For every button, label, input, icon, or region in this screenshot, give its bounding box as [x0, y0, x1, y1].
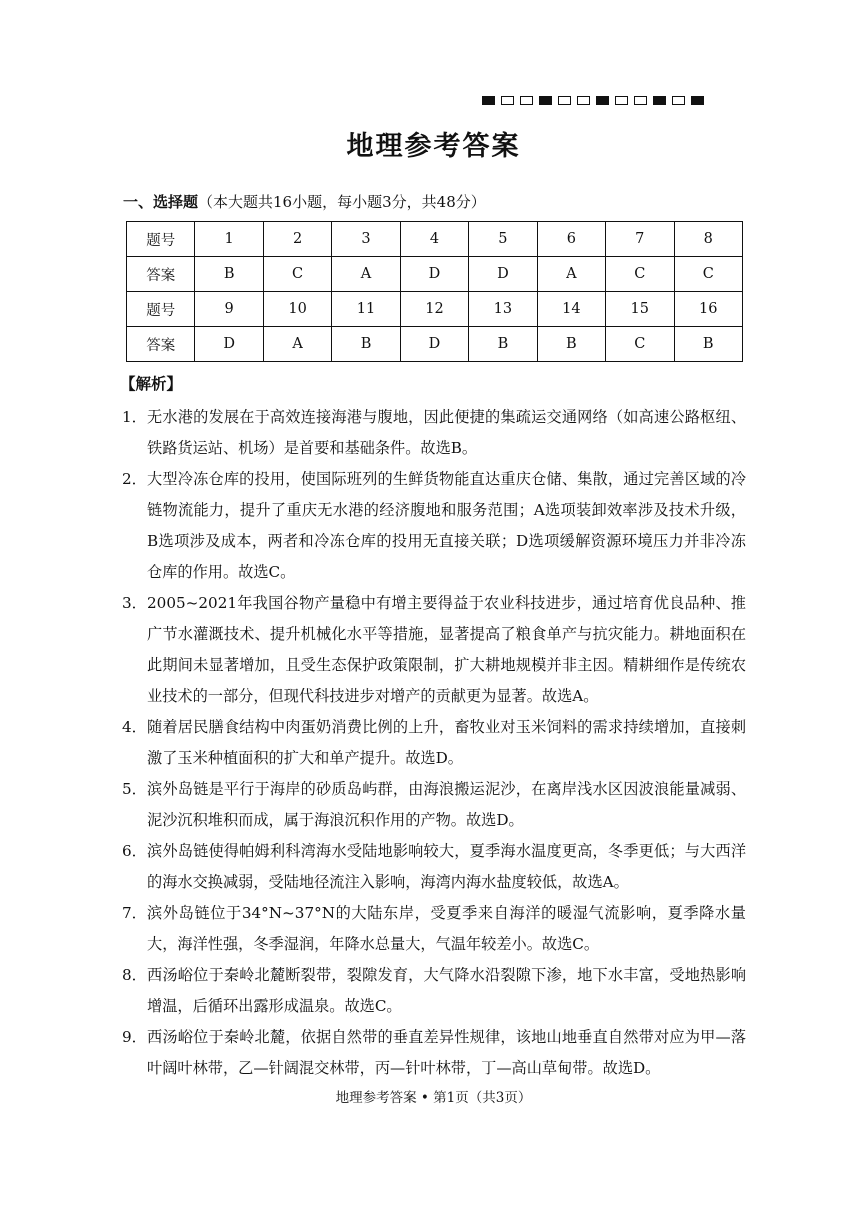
item-number: 4．	[122, 718, 147, 736]
table-cell: B	[469, 327, 537, 362]
table-row	[127, 222, 743, 257]
table-cell: 12	[400, 292, 468, 327]
item-text: 无水港的发展在于高效连接海港与腹地，因此便捷的集疏运交通网络（如高速公路枢纽、铁路货运站、机场）是首要和基础条件。故选B。	[147, 408, 746, 457]
header-mark	[653, 96, 666, 105]
table-cell: A	[537, 257, 605, 292]
header-mark	[482, 96, 495, 105]
header-mark	[615, 96, 628, 105]
header-marks	[482, 96, 704, 105]
list-item	[122, 464, 746, 588]
header-mark	[520, 96, 533, 105]
item-number: 9．	[122, 1028, 147, 1046]
table-cell: 13	[469, 292, 537, 327]
table-cell: 2	[263, 222, 331, 257]
table-cell: A	[263, 327, 331, 362]
header-mark	[539, 96, 552, 105]
table-cell: D	[195, 327, 263, 362]
list-item	[122, 836, 746, 898]
table-row	[127, 327, 743, 362]
header-mark	[577, 96, 590, 105]
item-number: 1．	[122, 408, 147, 426]
table-cell: A	[332, 257, 400, 292]
item-text: 2005~2021年我国谷物产量稳中有增主要得益于农业科技进步，通过培育优良品种、推广节水灌溉技术、提升机械化水平等措施，显著提高了粮食单产与抗灾能力。耕地面积在此期间未显著增加，且受生态保护政策限制，扩大耕地规模并非主因。精耕细作是传统农业技术的一部分，但现代科技进步对增产的贡献更为显著。故选A。	[147, 594, 746, 705]
list-item	[122, 1022, 746, 1084]
table-cell: C	[674, 257, 743, 292]
table-cell: 7	[606, 222, 674, 257]
item-text: 西汤峪位于秦岭北麓，依据自然带的垂直差异性规律，该地山地垂直自然带对应为甲—落叶阔叶林带，乙—针阔混交林带，丙—针叶林带，丁—高山草甸带。故选D。	[147, 1028, 746, 1077]
list-item	[122, 774, 746, 836]
table-row	[127, 292, 743, 327]
table-cell: B	[195, 257, 263, 292]
list-item	[122, 898, 746, 960]
table-cell: 9	[195, 292, 263, 327]
table-cell: C	[606, 327, 674, 362]
answer-table	[126, 221, 743, 362]
table-cell: 6	[537, 222, 605, 257]
row-header-cell: 答案	[127, 327, 195, 362]
item-text: 西汤峪位于秦岭北麓断裂带，裂隙发育，大气降水沿裂隙下渗，地下水丰富，受地热影响增温，后循环出露形成温泉。故选C。	[147, 966, 746, 1015]
table-cell: D	[400, 257, 468, 292]
table-cell: 16	[674, 292, 743, 327]
table-cell: 14	[537, 292, 605, 327]
header-mark	[501, 96, 514, 105]
table-cell: 4	[400, 222, 468, 257]
row-header-cell: 答案	[127, 257, 195, 292]
header-mark	[558, 96, 571, 105]
header-mark	[634, 96, 647, 105]
page-footer: 地理参考答案 • 第1页（共3页）	[335, 1090, 532, 1106]
table-cell: D	[400, 327, 468, 362]
item-number: 2．	[122, 470, 147, 488]
table-cell: B	[674, 327, 743, 362]
row-header-cell: 题号	[127, 292, 195, 327]
section-note: （本大题共16小题，每小题3分，共48分）	[198, 193, 486, 211]
list-item	[122, 960, 746, 1022]
table-cell: 15	[606, 292, 674, 327]
table-cell: 10	[263, 292, 331, 327]
table-cell: 11	[332, 292, 400, 327]
item-number: 7．	[122, 904, 147, 922]
header-mark	[672, 96, 685, 105]
table-cell: B	[332, 327, 400, 362]
section-heading	[123, 191, 486, 212]
list-item	[122, 402, 746, 464]
table-cell: D	[469, 257, 537, 292]
item-number: 5．	[122, 780, 147, 798]
analysis-heading: 【解析】	[120, 374, 183, 393]
item-number: 8．	[122, 966, 147, 984]
table-row	[127, 257, 743, 292]
page-title: 地理参考答案	[346, 131, 521, 162]
item-text: 大型冷冻仓库的投用，使国际班列的生鲜货物能直达重庆仓储、集散，通过完善区域的冷链物流能力，提升了重庆无水港的经济腹地和服务范围；A选项装卸效率涉及技术升级，B选项涉及成本，两者和冷冻仓库的投用无直接关联；D选项缓解资源环境压力并非冷冻仓库的作用。故选C。	[147, 470, 746, 581]
item-text: 滨外岛链是平行于海岸的砂质岛屿群，由海浪搬运泥沙，在离岸浅水区因波浪能量减弱、泥沙沉积堆积而成，属于海浪沉积作用的产物。故选D。	[147, 780, 746, 829]
table-cell: 5	[469, 222, 537, 257]
table-cell: 3	[332, 222, 400, 257]
table-cell: C	[606, 257, 674, 292]
header-mark	[596, 96, 609, 105]
item-number: 3．	[122, 594, 147, 612]
row-header-cell: 题号	[127, 222, 195, 257]
item-text: 滨外岛链使得帕姆利科湾海水受陆地影响较大，夏季海水温度更高，冬季更低；与大西洋的海水交换减弱，受陆地径流注入影响，海湾内海水盐度较低，故选A。	[147, 842, 746, 891]
item-number: 6．	[122, 842, 147, 860]
item-text: 随着居民膳食结构中肉蛋奶消费比例的上升，畜牧业对玉米饲料的需求持续增加，直接刺激了玉米种植面积的扩大和单产提升。故选D。	[147, 718, 746, 767]
header-mark	[691, 96, 704, 105]
list-item	[122, 588, 746, 712]
analysis-list	[122, 402, 746, 1084]
table-cell: 8	[674, 222, 743, 257]
table-cell: B	[537, 327, 605, 362]
item-text: 滨外岛链位于34°N~37°N的大陆东岸，受夏季来自海洋的暖湿气流影响，夏季降水量大，海洋性强，冬季湿润，年降水总量大，气温年较差小。故选C。	[147, 904, 746, 953]
list-item	[122, 712, 746, 774]
table-cell: 1	[195, 222, 263, 257]
table-cell: C	[263, 257, 331, 292]
section-label: 一、选择题	[123, 193, 199, 211]
